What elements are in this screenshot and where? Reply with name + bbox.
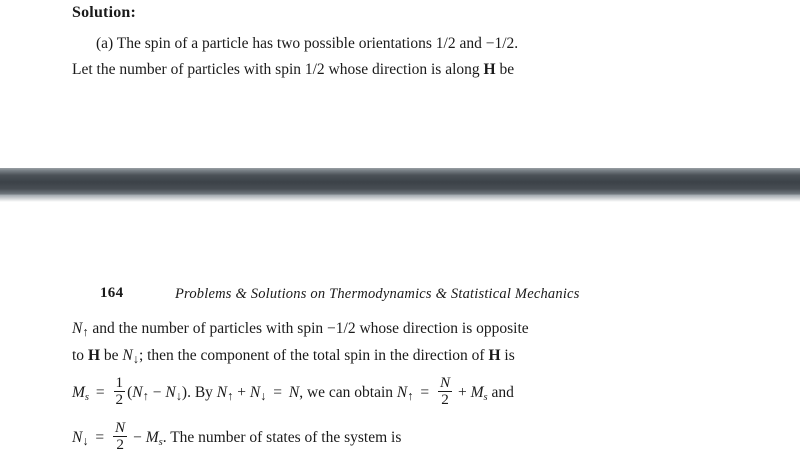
body-line-1-text: and the number of particles with spin −1/2 whose direction is opposite (88, 320, 529, 337)
symbol-ms-3: M (145, 429, 159, 447)
arrow-down-icon-4: ↓ (82, 434, 89, 449)
fraction-numerator: N (115, 419, 126, 436)
minus-sign-1: − (148, 384, 166, 402)
minus-sign-2: − (129, 429, 146, 447)
fraction-n-over-2 (438, 375, 452, 409)
equals-sign-4: = (91, 429, 109, 447)
fraction-numerator: N (439, 374, 451, 391)
vector-h-symbol: H (483, 61, 496, 78)
paren-close: ) (181, 384, 188, 402)
and-text: and (487, 384, 514, 402)
arrow-up-icon-4: ↑ (407, 389, 414, 404)
vector-h-symbol: H (87, 347, 100, 364)
body-line-1 (72, 320, 529, 340)
body-line-3-equation (72, 375, 514, 409)
fraction-denominator: 2 (113, 436, 127, 453)
obtain-text: , we can obtain (299, 384, 397, 402)
solution-heading: Solution: (72, 4, 137, 21)
body-line-2-tail: is (500, 347, 515, 364)
symbol-n-up-3: N (216, 384, 228, 402)
arrow-down-icon-2: ↓ (175, 389, 182, 404)
symbol-n-down: N (122, 347, 133, 364)
body-line-2-mid: ; then the component of the total spin in the direction of (138, 347, 489, 364)
equals-sign-2: = (269, 384, 286, 402)
equals-sign-3: = (416, 384, 433, 402)
fraction-one-half (114, 375, 126, 409)
fraction-numerator: 1 (115, 374, 124, 391)
plus-sign-2: + (454, 384, 471, 402)
solution-part-a-line-2 (72, 57, 514, 83)
symbol-n-total: N (288, 384, 300, 402)
arrow-down-icon: ↓ (132, 352, 139, 367)
plus-sign-1: + (233, 384, 250, 402)
symbol-n-up-2: N (132, 384, 143, 402)
arrow-up-icon-2: ↑ (142, 389, 149, 404)
body-line-2 (72, 347, 515, 367)
symbol-n-down-2: N (165, 384, 176, 402)
by-text: . By (187, 384, 217, 402)
arrow-down-icon-3: ↓ (260, 389, 267, 404)
fraction-denominator: 2 (438, 391, 452, 408)
fraction-denominator: 2 (115, 391, 124, 409)
scan-page-separator (0, 168, 800, 196)
arrow-up-icon: ↑ (82, 325, 89, 340)
solution-part-a-line-1 (96, 31, 518, 57)
solution-part-a-line-1-text: (a) The spin of a particle has two possible orientations 1/2 and −1/2. (96, 35, 519, 52)
symbol-n-down-3: N (249, 384, 261, 402)
paren-open: ( (127, 384, 133, 402)
page-number: 164 (100, 285, 124, 301)
body-line-2-lead: to (72, 347, 88, 364)
symbol-ms: M (72, 384, 85, 402)
fraction-n-over-2-b (113, 420, 127, 454)
body-line-4-tail: . The number of states of the system is (162, 429, 402, 447)
arrow-up-icon-3: ↑ (227, 389, 234, 404)
running-head (0, 285, 800, 307)
running-head-title: Problems & Solutions on Thermodynamics & Statistical Mechanics (175, 286, 580, 302)
body-line-4-equation (72, 420, 401, 454)
symbol-n-up: N (72, 320, 83, 337)
body-line-2-be: be (100, 347, 123, 364)
symbol-ms-2: M (470, 384, 484, 402)
symbol-n-down-4: N (72, 429, 83, 447)
symbol-ms-subscript: s (84, 392, 90, 404)
vector-h-symbol-2: H (488, 347, 501, 364)
symbol-ms-3-subscript: s (158, 437, 163, 449)
equals-sign-1: = (92, 384, 109, 402)
solution-part-a-line-2-text: Let the number of particles with spin 1/2 whose direction is along H be (72, 61, 515, 78)
symbol-ms-2-subscript: s (483, 392, 488, 404)
symbol-n-up-4: N (396, 384, 408, 402)
